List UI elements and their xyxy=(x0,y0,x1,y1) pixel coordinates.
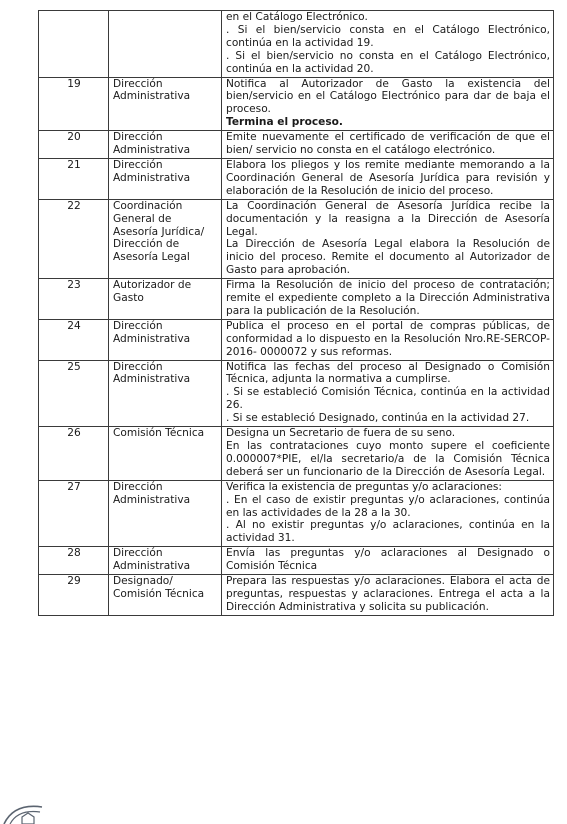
activity-number: 24 xyxy=(39,319,109,360)
activity-number: 29 xyxy=(39,575,109,616)
activity-number: 23 xyxy=(39,279,109,320)
responsible-unit xyxy=(109,158,222,199)
responsible-line: Comisión Técnica xyxy=(113,587,205,600)
table-row xyxy=(39,319,554,360)
table-row xyxy=(39,279,554,320)
responsible-line: Dirección de xyxy=(113,238,180,251)
table-row xyxy=(39,11,554,78)
responsible-unit xyxy=(109,427,222,481)
table-body xyxy=(39,11,554,616)
description-paragraph: Designa un Secretario de fuera de su seno. xyxy=(226,427,456,440)
responsible-line: Autorizador de xyxy=(113,279,192,292)
responsible-line: Dirección xyxy=(113,158,163,171)
process-end-note: Termina el proceso. xyxy=(226,116,343,129)
description-paragraph: . Si el bien/servicio consta en el Catálogo Electrónico, continúa en la actividad 19. xyxy=(226,23,550,49)
responsible-line: Dirección xyxy=(113,480,163,493)
responsible-line: Asesoría Jurídica/ xyxy=(113,225,205,238)
activity-number: 20 xyxy=(39,131,109,159)
activity-number xyxy=(39,11,109,78)
responsible-line: Dirección xyxy=(113,319,163,332)
description-paragraph: Firma la Resolución de inicio del proceso de contratación; remite el expediente completo a la Dirección Administrativa para la publicación de la Resolución. xyxy=(226,279,550,317)
activity-description xyxy=(222,11,554,78)
responsible-line: General de xyxy=(113,212,172,225)
description-paragraph: Publica el proceso en el portal de compras públicas, de conformidad a lo dispuesto en la Resolución Nro.RE-SERCOP-2016- 0000072 y sus reformas. xyxy=(226,319,550,358)
responsible-line: Administrativa xyxy=(113,90,191,103)
responsible-line: Gasto xyxy=(113,292,144,305)
responsible-line: Dirección xyxy=(113,77,163,90)
description-paragraph: La Dirección de Asesoría Legal elabora la Resolución de inicio del proceso. Remite el documento al Autorizador de Gasto para aprobación. xyxy=(226,238,550,277)
activity-description xyxy=(222,319,554,360)
description-paragraph: Envía las preguntas y/o aclaraciones al Designado o Comisión Técnica xyxy=(226,547,550,573)
activity-description xyxy=(222,360,554,427)
responsible-line: Administrativa xyxy=(113,493,191,506)
responsible-unit xyxy=(109,77,222,131)
table-row xyxy=(39,77,554,131)
responsible-line: Designado/ xyxy=(113,575,173,588)
responsible-line: Dirección xyxy=(113,547,163,560)
description-paragraph: en el Catálogo Electrónico. xyxy=(226,11,368,23)
responsible-unit xyxy=(109,279,222,320)
responsible-line: Administrativa xyxy=(113,144,191,157)
description-paragraph: Verifica la existencia de preguntas y/o aclaraciones: xyxy=(226,480,502,493)
activity-description xyxy=(222,199,554,278)
responsible-line: Coordinación xyxy=(113,199,183,212)
activity-number: 19 xyxy=(39,77,109,131)
table-row xyxy=(39,360,554,427)
responsible-unit xyxy=(109,480,222,547)
table-row xyxy=(39,480,554,547)
responsible-line: Comisión Técnica xyxy=(113,427,205,440)
responsible-unit xyxy=(109,199,222,278)
responsible-line: Dirección xyxy=(113,360,163,373)
activity-description xyxy=(222,480,554,547)
description-paragraph: . Si se estableció Comisión Técnica, continúa en la actividad 26. xyxy=(226,386,550,412)
activity-number: 28 xyxy=(39,547,109,575)
table-row xyxy=(39,547,554,575)
description-paragraph: Elabora los pliegos y los remite mediante memorando a la Coordinación General de Asesoría Jurídica para revisión y elaboración de la Resolución de inicio del proceso. xyxy=(226,158,550,197)
table-row xyxy=(39,158,554,199)
activity-description xyxy=(222,77,554,131)
description-paragraph: La Coordinación General de Asesoría Jurídica recibe la documentación y la reasigna a la Dirección de Asesoría Legal. xyxy=(226,199,550,238)
responsible-unit xyxy=(109,131,222,159)
responsible-line: Administrativa xyxy=(113,560,191,573)
activity-number: 22 xyxy=(39,199,109,278)
activity-description xyxy=(222,158,554,199)
responsible-unit xyxy=(109,319,222,360)
responsible-line: Administrativa xyxy=(113,171,191,184)
responsible-line: Administrativa xyxy=(113,332,191,345)
activity-description xyxy=(222,427,554,481)
seal-arc-graphic xyxy=(0,795,60,824)
description-paragraph: . Al no existir preguntas y/o aclaraciones, continúa en la actividad 31. xyxy=(226,519,550,545)
description-paragraph: . Si se estableció Designado, continúa en la actividad 27. xyxy=(226,412,530,425)
process-activities-table xyxy=(38,10,554,616)
description-paragraph: Emite nuevamente el certificado de verificación de que el bien/ servicio no consta en el catálogo electrónico. xyxy=(226,131,550,157)
responsible-line: Dirección xyxy=(113,131,163,144)
official-seal-stamp xyxy=(0,795,60,824)
responsible-line: Administrativa xyxy=(113,373,191,386)
description-paragraph: . En el caso de existir preguntas y/o aclaraciones, continúa en las actividades de la 28 a la 30. xyxy=(226,493,550,519)
activity-number: 26 xyxy=(39,427,109,481)
table-row xyxy=(39,199,554,278)
activity-number: 25 xyxy=(39,360,109,427)
responsible-unit xyxy=(109,360,222,427)
description-paragraph: Notifica al Autorizador de Gasto la existencia del bien/servicio en el Catálogo Electrónico para dar de baja el proceso. xyxy=(226,77,550,116)
table-row xyxy=(39,131,554,159)
activity-description xyxy=(222,575,554,616)
description-paragraph: . Si el bien/servicio no consta en el Catálogo Electrónico, continúa en la actividad 20. xyxy=(226,49,550,75)
responsible-unit xyxy=(109,547,222,575)
table-row xyxy=(39,427,554,481)
description-paragraph: Notifica las fechas del proceso al Designado o Comisión Técnica, adjunta la normativa a cumplirse. xyxy=(226,360,550,386)
activity-number: 21 xyxy=(39,158,109,199)
description-paragraph: En las contrataciones cuyo monto supere el coeficiente 0.000007*PIE, el/la secretario/a de la Comisión Técnica deberá ser un funcionario de la Dirección de Asesoría Legal. xyxy=(226,440,550,478)
responsible-line: Asesoría Legal xyxy=(113,251,190,264)
table-row xyxy=(39,575,554,616)
activity-number: 27 xyxy=(39,480,109,547)
responsible-unit xyxy=(109,575,222,616)
activity-description xyxy=(222,131,554,159)
description-paragraph: Prepara las respuestas y/o aclaraciones. Elabora el acta de preguntas, respuestas y aclaraciones. Entrega el acta a la Dirección Administrativa y solicita su publicación. xyxy=(226,575,550,613)
activity-description xyxy=(222,279,554,320)
activity-description xyxy=(222,547,554,575)
responsible-unit xyxy=(109,11,222,78)
